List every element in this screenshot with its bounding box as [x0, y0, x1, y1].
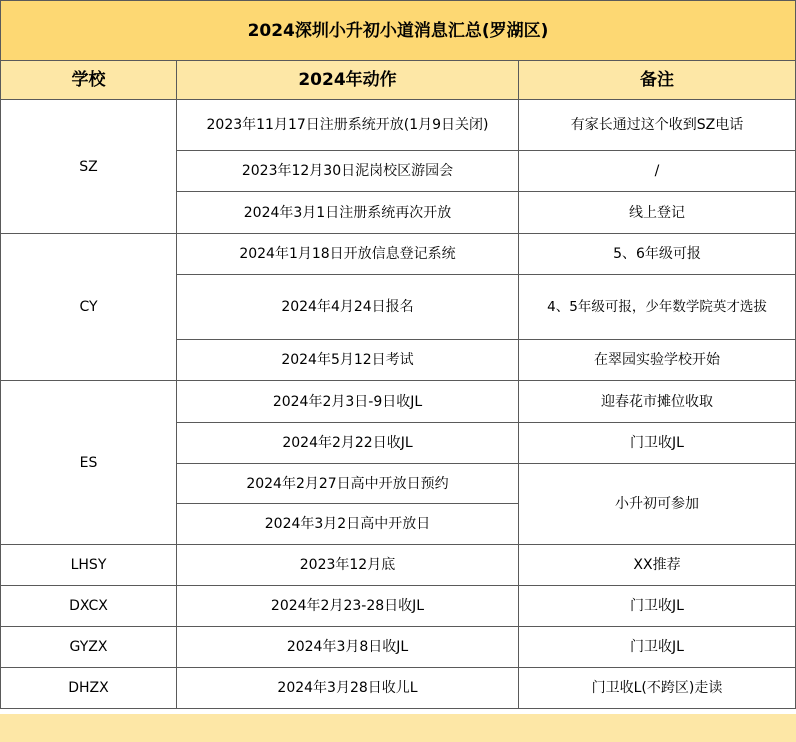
footer-band: [0, 714, 796, 742]
action-cell: 2024年3月28日收儿L: [177, 668, 519, 709]
action-cell: 2024年5月12日考试: [177, 340, 519, 381]
note-cell: 门卫收JL: [519, 586, 796, 627]
note-cell: 5、6年级可报: [519, 234, 796, 275]
action-cell: 2024年2月27日高中开放日预约: [177, 464, 519, 504]
action-cell: 2024年4月24日报名: [177, 275, 519, 340]
action-cell: 2023年12月30日泥岗校区游园会: [177, 151, 519, 192]
header-note: 备注: [519, 61, 796, 100]
note-cell: XX推荐: [519, 545, 796, 586]
action-cell: 2024年3月8日收JL: [177, 627, 519, 668]
note-cell: 4、5年级可报，少年数学院英才选拔: [519, 275, 796, 340]
note-cell: 线上登记: [519, 192, 796, 234]
action-cell: 2024年1月18日开放信息登记系统: [177, 234, 519, 275]
table-row: [1, 234, 796, 275]
note-cell: 门卫收JL: [519, 627, 796, 668]
action-cell: 2023年12月底: [177, 545, 519, 586]
action-cell: 2024年3月1日注册系统再次开放: [177, 192, 519, 234]
table-row: [1, 586, 796, 627]
header-school: 学校: [1, 61, 177, 100]
note-cell: 门卫收JL: [519, 423, 796, 464]
table-row: [1, 545, 796, 586]
school-cell: CY: [1, 234, 177, 381]
note-cell: 在翠园实验学校开始: [519, 340, 796, 381]
school-cell: ES: [1, 381, 177, 545]
school-cell: DHZX: [1, 668, 177, 709]
action-cell: 2024年3月2日高中开放日: [177, 504, 519, 545]
table-row: [1, 381, 796, 423]
note-cell: 有家长通过这个收到SZ电话: [519, 100, 796, 151]
table-row: [1, 627, 796, 668]
school-cell: GYZX: [1, 627, 177, 668]
action-cell: 2024年2月23-28日收JL: [177, 586, 519, 627]
header-row: [1, 61, 796, 100]
action-cell: 2024年2月3日-9日收JL: [177, 381, 519, 423]
title-row: [1, 1, 796, 61]
note-cell: /: [519, 151, 796, 192]
table-row: [1, 100, 796, 151]
school-cell: DXCX: [1, 586, 177, 627]
school-cell: LHSY: [1, 545, 177, 586]
action-cell: 2023年11月17日注册系统开放(1月9日关闭): [177, 100, 519, 151]
action-cell: 2024年2月22日收JL: [177, 423, 519, 464]
note-cell: 迎春花市摊位收取: [519, 381, 796, 423]
table-title: 2024深圳小升初小道消息汇总(罗湖区): [1, 1, 796, 61]
table-row: [1, 668, 796, 709]
note-cell: 小升初可参加: [519, 464, 796, 545]
header-action: 2024年动作: [177, 61, 519, 100]
note-cell: 门卫收L(不跨区)走读: [519, 668, 796, 709]
school-cell: SZ: [1, 100, 177, 234]
